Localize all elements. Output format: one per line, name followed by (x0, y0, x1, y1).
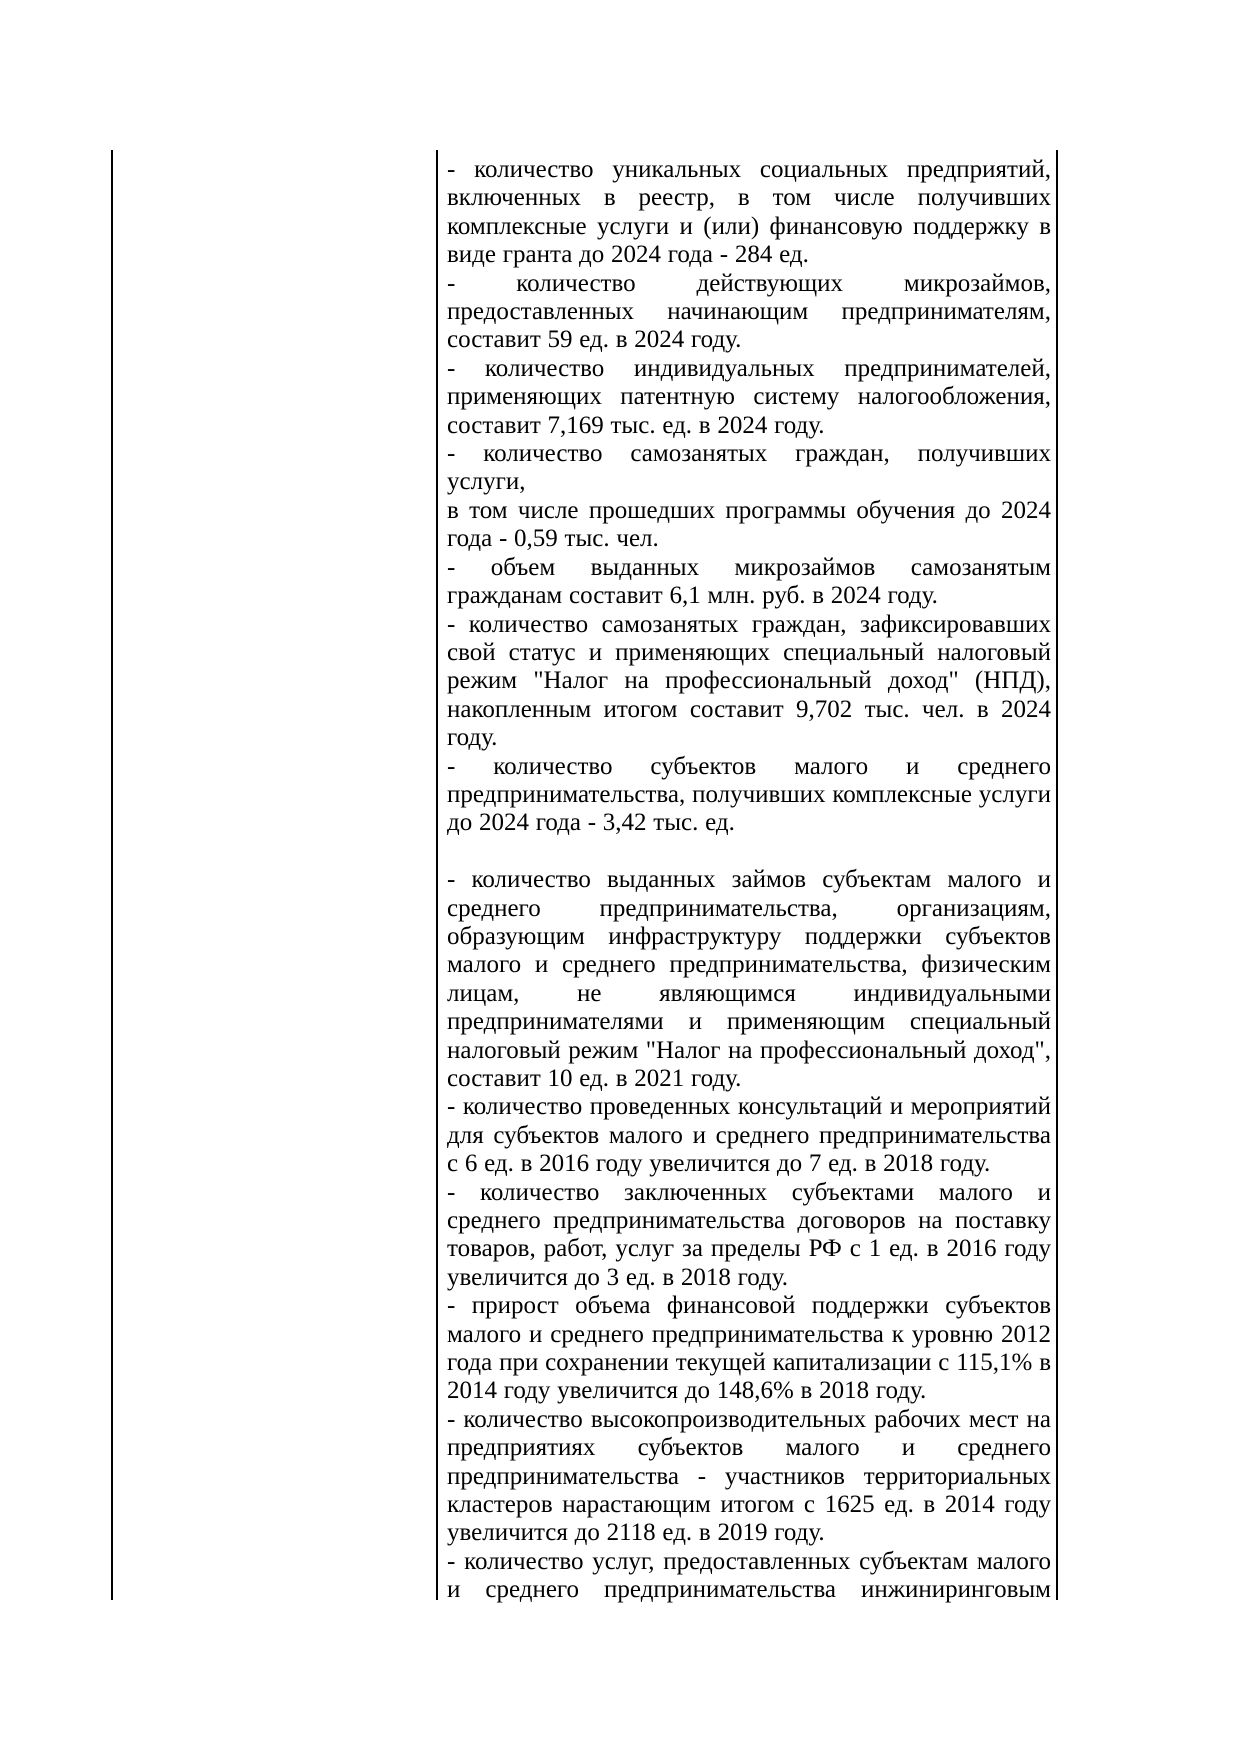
paragraph (447, 440, 1051, 554)
text-line: - количество самозанятых граждан, получивших услуги, (447, 440, 1051, 496)
paragraph (447, 611, 1051, 753)
text-line: с 6 ед. в 2016 году увеличится до 7 ед. в 2018 году. (447, 1150, 991, 1178)
text-line: виде гранта до 2024 года - 284 ед. (447, 241, 809, 269)
text-line: - количество услуг, предоставленных субъектам малого (447, 1547, 1051, 1575)
text-line: года при сохранении текущей капитализации с 115,1% в (447, 1349, 1051, 1377)
text-line: предпринимательства - участников территориальных (447, 1462, 1051, 1490)
text-line: среднего предпринимательства договоров на поставку (447, 1207, 1051, 1235)
table-column-divider (436, 150, 438, 1600)
table-border-right (1056, 150, 1058, 1600)
paragraph (447, 866, 1051, 1093)
paragraph (447, 1093, 1051, 1178)
text-line: налоговый режим "Налог на профессиональный доход", (447, 1036, 1051, 1064)
text-line: увеличится до 2118 ед. в 2019 году. (447, 1519, 825, 1547)
text-line: года - 0,59 тыс. чел. (447, 525, 659, 553)
paragraph (447, 1292, 1051, 1406)
paragraph-spacer (447, 838, 1051, 866)
text-line: году. (447, 724, 498, 752)
text-line: составит 10 ед. в 2021 году. (447, 1064, 742, 1092)
text-line: составит 59 ед. в 2024 году. (447, 326, 742, 354)
text-line: образующим инфраструктуру поддержки субъектов (447, 922, 1051, 950)
text-line: увеличится до 3 ед. в 2018 году. (447, 1263, 789, 1291)
text-line: для субъектов малого и среднего предпринимательства (447, 1121, 1051, 1149)
text-line: предоставленных начинающим предпринимателям, (447, 298, 1051, 326)
text-line: комплексные услуги и (или) финансовую поддержку в (447, 212, 1051, 240)
text-line: - количество действующих микрозаймов, (447, 269, 1051, 297)
text-line: включенных в реестр, в том числе получивших (447, 184, 1051, 212)
paragraph (447, 1406, 1051, 1548)
text-line: свой статус и применяющих специальный налоговый (447, 638, 1051, 666)
text-line: - количество высокопроизводительных рабочих мест на (447, 1405, 1051, 1433)
text-line: малого и среднего предпринимательства к уровню 2012 (447, 1320, 1051, 1348)
paragraph (447, 1179, 1051, 1293)
text-line: кластеров нарастающим итогом с 1625 ед. в 2014 году (447, 1491, 1051, 1519)
paragraph (447, 355, 1051, 440)
text-line: - прирост объема финансовой поддержки субъектов (447, 1292, 1051, 1320)
text-line: и среднего предпринимательства инжиниринговым (447, 1576, 1051, 1604)
table-cell-text (447, 156, 1051, 1605)
text-line: - количество выданных займов субъектам малого и (447, 866, 1051, 894)
text-line: накопленным итогом составит 9,702 тыс. чел. в 2024 (447, 695, 1051, 723)
text-line: предприятиях субъектов малого и среднего (447, 1434, 1051, 1462)
text-line: составит 7,169 тыс. ед. в 2024 году. (447, 411, 825, 439)
paragraph (447, 753, 1051, 838)
paragraph (447, 156, 1051, 270)
text-line: малого и среднего предпринимательства, физическим (447, 951, 1051, 979)
text-line: лицам, не являющимся индивидуальными (447, 979, 1051, 1007)
text-line: предпринимательства, получивших комплексные услуги (447, 780, 1051, 808)
text-line: среднего предпринимательства, организациям, (447, 894, 1051, 922)
text-line: режим "Налог на профессиональный доход" (НПД), (447, 667, 1051, 695)
text-line: - количество самозанятых граждан, зафиксировавших (447, 610, 1051, 638)
text-line: - количество субъектов малого и среднего (447, 752, 1051, 780)
text-line: - объем выданных микрозаймов самозанятым (447, 553, 1051, 581)
text-line: 2014 году увеличится до 148,6% в 2018 году. (447, 1377, 927, 1405)
table-cell-empty (113, 150, 436, 1600)
text-line: в том числе прошедших программы обучения до 2024 (447, 496, 1051, 524)
text-line: - количество проведенных консультаций и мероприятий (447, 1093, 1051, 1121)
paragraph (447, 1548, 1051, 1605)
paragraph (447, 554, 1051, 611)
text-line: - количество уникальных социальных предприятий, (447, 156, 1051, 183)
text-line: - количество индивидуальных предпринимателей, (447, 354, 1051, 382)
paragraph (447, 270, 1051, 355)
text-line: гражданам составит 6,1 млн. руб. в 2024 году. (447, 582, 938, 610)
text-line: до 2024 года - 3,42 тыс. ед. (447, 809, 735, 837)
text-line: предпринимателями и применяющим специальный (447, 1008, 1051, 1036)
text-line: - количество заключенных субъектами малого и (447, 1178, 1051, 1206)
text-line: применяющих патентную систему налогообложения, (447, 383, 1051, 411)
text-line: товаров, работ, услуг за пределы РФ с 1 ед. в 2016 году (447, 1235, 1051, 1263)
